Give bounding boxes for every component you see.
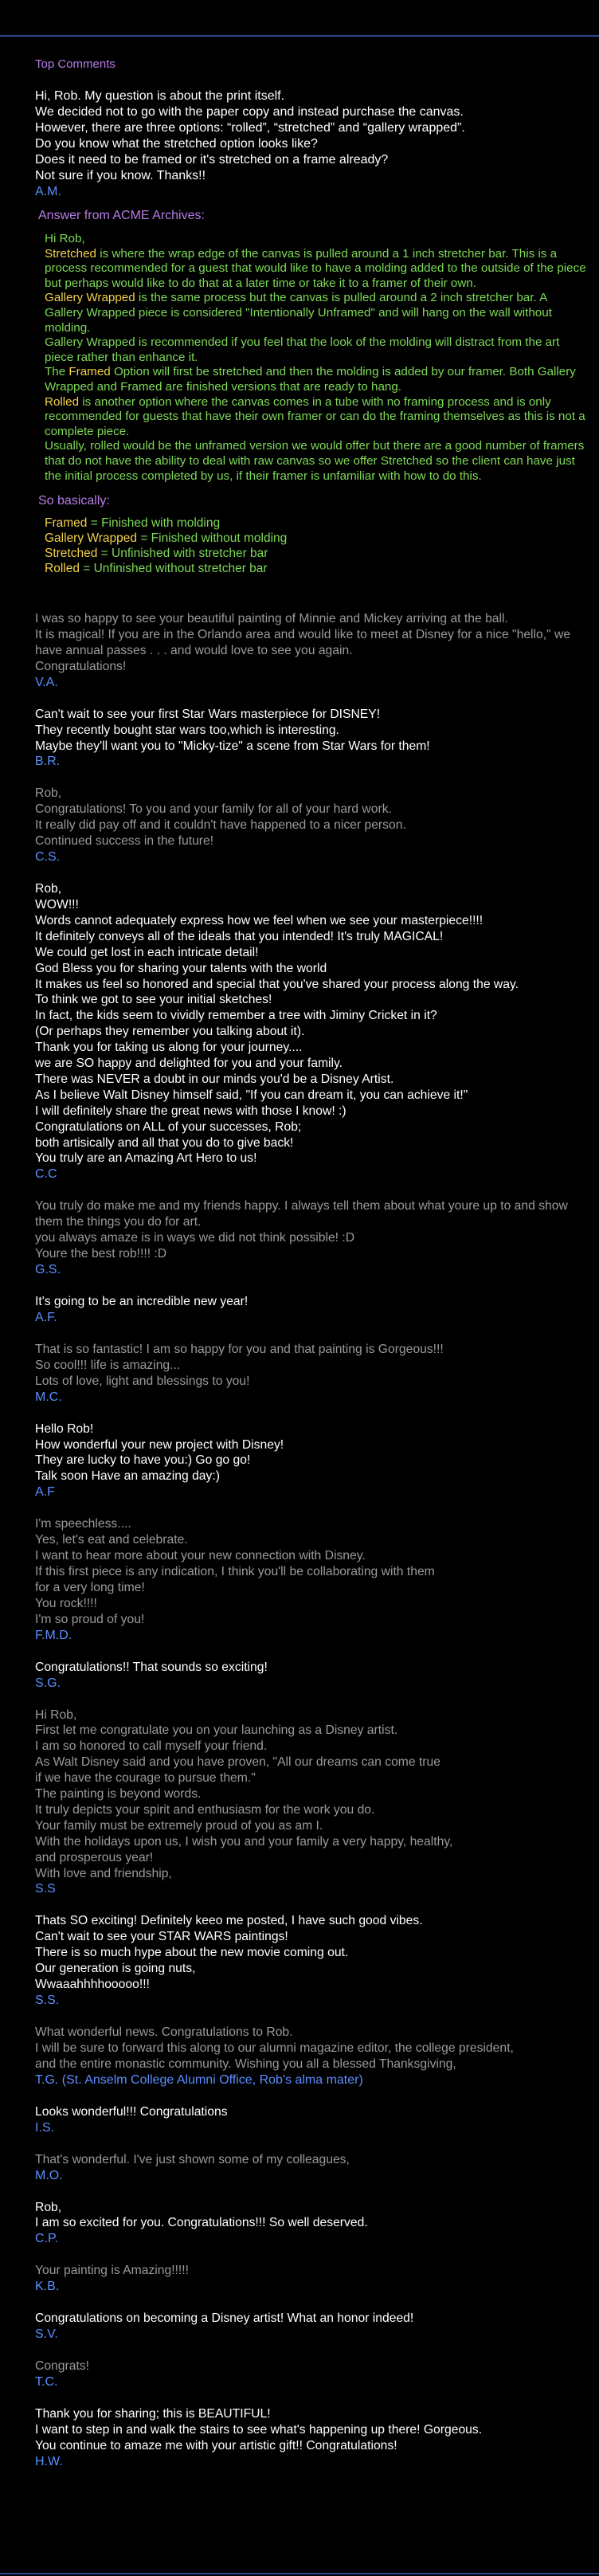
comment-line: To think we got to see your initial sketches! xyxy=(35,993,272,1007)
comment-line: and prosperous year! xyxy=(35,1850,154,1864)
basically-desc: = Finished with molding xyxy=(87,516,221,531)
comment-line: Looks wonderful!!! Congratulations xyxy=(35,2104,228,2119)
comment-line: I'm so proud of you! xyxy=(35,1612,145,1626)
comment-line: Thats SO exciting! Definitely keeo me posted, I have such good vibes. xyxy=(35,1914,423,1928)
comment-line: Continued success in the future! xyxy=(35,834,214,849)
comment-line: There was NEVER a doubt in our minds you'd be a Disney Artist. xyxy=(35,1072,394,1086)
answer-rolled-text: is another option where the canvas comes in a tube with no framing process and is only recommended for guests that have their own framer or can do the framing themselves as this is not a complete piece. xyxy=(45,394,585,438)
basically-desc: = Unfinished with stretcher bar xyxy=(97,547,268,561)
basically-item xyxy=(45,531,585,546)
basically-keyword: Gallery Wrapped xyxy=(45,531,138,546)
comment xyxy=(35,786,585,865)
comment-signature: A.F. xyxy=(35,1310,57,1324)
answer-framed-text: Option will first be stretched and then the molding is added by our framer. Both Gallery Wrapped and Framed are finished versions that are ready to hang. xyxy=(45,365,576,394)
comment-line: Yes, let's eat and celebrate. xyxy=(35,1533,188,1547)
comment-line: That is so fantastic! I am so happy for you and that painting is Gorgeous!!! xyxy=(35,1342,444,1356)
comment-line: Congratulations! To you and your family for all of your hard work. xyxy=(35,802,392,817)
answer-rolled xyxy=(45,395,586,440)
comment-signature: H.W. xyxy=(35,2454,63,2468)
comment-signature: B.R. xyxy=(35,755,61,769)
keyword-framed: Framed xyxy=(69,365,111,379)
answer-greeting: Hi Rob, xyxy=(45,232,85,245)
basically-keyword: Stretched xyxy=(45,547,98,561)
answer-stretched xyxy=(45,247,586,292)
comment-list xyxy=(35,611,585,2486)
comment xyxy=(35,2263,585,2295)
comment-line: for a very long time! xyxy=(35,1580,145,1594)
comment-line: Youre the best rob!!!! :D xyxy=(35,1247,167,1261)
comment-signature: M.C. xyxy=(35,1390,62,1404)
comment-line: They recently bought star wars too,which is interesting. xyxy=(35,723,339,737)
comment-line: It is magical! If you are in the Orlando area and would like to meet at Disney for a nice "hello," we have annual passes . . . and would love to see you again. xyxy=(35,628,571,657)
comment-line: Rob, xyxy=(35,2200,62,2214)
comment xyxy=(35,2025,585,2088)
comment-line: (Or perhaps they remember you talking about it). xyxy=(35,1025,305,1039)
comments-section xyxy=(35,57,585,2486)
comment-line: God Bless you for sharing your talents with the world xyxy=(35,961,327,975)
comment xyxy=(35,1516,585,1643)
comment-line: What wonderful news. Congratulations to Rob. xyxy=(35,2025,293,2039)
comment-line: Congrats! xyxy=(35,2359,90,2374)
comment-line: It's going to be an incredible new year! xyxy=(35,1295,249,1308)
comment-signature: K.B. xyxy=(35,2280,60,2294)
comment-signature: S.V. xyxy=(35,2327,58,2342)
comment-line: It definitely conveys all of the ideals that you intended! It's truly MAGICAL! xyxy=(35,929,444,943)
question-block xyxy=(35,88,585,184)
answer-framed-pre: The xyxy=(45,365,69,379)
basically-keyword: Rolled xyxy=(45,562,80,576)
comment-signature: S.S xyxy=(35,1882,56,1896)
keyword-gallery: Gallery Wrapped xyxy=(45,291,135,305)
comment-signature: C.C xyxy=(35,1167,57,1182)
basically-item xyxy=(45,546,585,561)
keyword-rolled: Rolled xyxy=(45,394,80,409)
question-line: Do you know what the stretched option looks like? xyxy=(35,137,318,151)
comment-line: With love and friendship, xyxy=(35,1866,172,1880)
basically-list xyxy=(45,516,585,576)
bottom-divider xyxy=(0,2573,599,2574)
comment-signature: F.M.D. xyxy=(35,1628,72,1642)
comment-line: I want to hear more about your new connection with Disney. xyxy=(35,1549,366,1563)
basically-keyword: Framed xyxy=(45,516,88,531)
comment-line: Congratulations on becoming a Disney artist! What an honor indeed! xyxy=(35,2311,414,2326)
comment xyxy=(35,2358,585,2390)
comment-signature: M.O. xyxy=(35,2168,63,2182)
comment-line: you always amaze is in ways we did not think possible! :D xyxy=(35,1231,355,1245)
comment xyxy=(35,1708,585,1898)
comment xyxy=(35,2104,585,2136)
basically-desc: = Finished without molding xyxy=(137,531,288,546)
comment-line: Rob, xyxy=(35,882,62,896)
comment-line: I'm speechless.... xyxy=(35,1517,131,1531)
comment xyxy=(35,1913,585,2009)
comment-line: Congratulations!! That sounds so exciting! xyxy=(35,1660,268,1674)
comment-signature: S.S. xyxy=(35,1994,60,2007)
comment-line: As I believe Walt Disney himself said, "If you can dream it, you can achieve it!" xyxy=(35,1088,468,1102)
comment-line: Lots of love, light and blessings to you! xyxy=(35,1374,250,1388)
comment-line: That's wonderful. I've just shown some of my colleagues, xyxy=(35,2152,350,2166)
comment xyxy=(35,707,585,770)
top-divider xyxy=(0,35,599,37)
basically-item xyxy=(45,516,585,531)
keyword-stretched: Stretched xyxy=(45,246,97,261)
comment-line: You continue to amaze me with your artistic gift!! Congratulations! xyxy=(35,2438,397,2452)
comment-line: You truly are an Amazing Art Hero to us! xyxy=(35,1151,257,1166)
answer-gallery xyxy=(45,291,586,335)
answer-stretched-text: is where the wrap edge of the canvas is pulled around a 1 inch stretcher bar. This is a process recommended for a guest that would like to have a molding added to the outside of the piece but perhaps would like to do that at a later time or take it to a framer of their own. xyxy=(45,246,586,290)
basically-item xyxy=(45,561,585,576)
comment-line: First let me congratulate you on your launching as a Disney artist. xyxy=(35,1723,398,1738)
question-signature: A.M. xyxy=(35,185,61,198)
comment-line: Thank you for taking us along for your journey.... xyxy=(35,1041,303,1055)
comment-line: Can't wait to see your first Star Wars masterpiece for DISNEY! xyxy=(35,707,381,721)
comment-line: Your family must be extremely proud of you as am I. xyxy=(35,1818,323,1833)
answer-gallery-text: is the same process but the canvas is pulled around a 2 inch stretcher bar. A Gallery Wrapped piece is considered "Intentionally Unframed" and will hang on the wall without molding. xyxy=(45,291,552,335)
question-line: We decided not to go with the paper copy and instead purchase the canvas. xyxy=(35,105,464,119)
answer-title: Answer from ACME Archives: xyxy=(38,209,205,222)
comment xyxy=(35,1342,585,1406)
question-line: However, there are three options: “rolled”, “stretched” and “gallery wrapped”. xyxy=(35,121,465,135)
comment-line: Talk soon Have an amazing day:) xyxy=(35,1469,220,1484)
comment-line: I am so excited for you. Congratulations!!! So well deserved. xyxy=(35,2216,368,2230)
comment xyxy=(35,2152,585,2184)
comment-line: Words cannot adequately express how we feel when we see your masterpiece!!!! xyxy=(35,913,484,927)
comment-line: In fact, the kids seem to vividly remember a tree with Jiminy Cricket in it? xyxy=(35,1009,437,1023)
comment-line: Hello Rob! xyxy=(35,1421,94,1436)
comment-signature: T.G. (St. Anselm College Alumni Office, Rob's alma mater) xyxy=(35,2072,363,2087)
comment-line: It really did pay off and it couldn't have happened to a nicer person. xyxy=(35,818,406,833)
comment-signature: V.A. xyxy=(35,675,58,689)
comment-line: We could get lost in each intricate detail! xyxy=(35,945,259,959)
comment-line: They are lucky to have you:) Go go go! xyxy=(35,1453,251,1468)
comment-line: Our generation is going nuts, xyxy=(35,1962,196,1976)
answer-gallery-2: Gallery Wrapped is recommended if you feel that the look of the molding will distract from the art piece rather than enhance it. xyxy=(45,335,560,364)
comment xyxy=(35,611,585,691)
comment-signature: G.S. xyxy=(35,1263,61,1276)
comment-line: You rock!!!! xyxy=(35,1596,97,1610)
comment-line: I want to step in and walk the stairs to see what's happening up there! Gorgeous. xyxy=(35,2422,483,2437)
question-line: Does it need to be framed or it's stretched on a frame already? xyxy=(35,153,389,167)
comment-signature: I.S. xyxy=(35,2120,55,2135)
comment-line: Congratulations on ALL of your successes, Rob; xyxy=(35,1119,302,1134)
answer-framed xyxy=(45,365,586,394)
answer-block xyxy=(45,232,586,484)
comment xyxy=(35,1294,585,1326)
basically-desc: = Unfinished without stretcher bar xyxy=(79,562,268,576)
comment-line: If this first piece is any indication, I think you'll be collaborating with them xyxy=(35,1564,435,1578)
comment-line: Wwaaahhhhooooo!!! xyxy=(35,1978,150,1992)
comment-line: I am so honored to call myself your friend. xyxy=(35,1739,268,1754)
comment-line: Thank you for sharing; this is BEAUTIFUL! xyxy=(35,2407,271,2421)
comment-line: You truly do make me and my friends happy. I always tell them about what youre up to and show them the things you do for art. xyxy=(35,1199,568,1229)
comment-line: WOW!!! xyxy=(35,897,79,912)
comment xyxy=(35,1198,585,1278)
comment-signature: S.G. xyxy=(35,1676,61,1690)
answer-usually: Usually, rolled would be the unframed version we would offer but there are a good number of framers that do not have the ability to deal with raw canvas so we offer Stretched so the client can have just the initial process completed by us, if their framer is unfamiliar with how to do this. xyxy=(45,439,585,483)
comment-line: How wonderful your new project with Disney! xyxy=(35,1437,284,1452)
comment-line: There is so much hype about the new movie coming out. xyxy=(35,1946,349,1960)
comment xyxy=(35,2200,585,2248)
comment-line: Rob, xyxy=(35,786,62,801)
comment xyxy=(35,881,585,1182)
comment-line: It truly depicts your spirit and enthusiasm for the work you do. xyxy=(35,1802,375,1817)
comment-signature: C.S. xyxy=(35,850,61,865)
comment xyxy=(35,2406,585,2470)
comment-line: Your painting is Amazing!!!!! xyxy=(35,2264,190,2278)
comment-line: The painting is beyond words. xyxy=(35,1787,202,1802)
comment-line: As Walt Disney said and you have proven, "All our dreams can come true xyxy=(35,1755,440,1770)
comment-line: It makes us feel so honored and special that you've shared your process along the way. xyxy=(35,977,519,991)
comment-signature: C.P. xyxy=(35,2232,59,2246)
question-line: Not sure if you know. Thanks!! xyxy=(35,169,206,182)
comment xyxy=(35,2311,585,2343)
comment xyxy=(35,1660,585,1692)
comment-line: Congratulations! xyxy=(35,659,127,673)
question-line: Hi, Rob. My question is about the print itself. xyxy=(35,89,285,103)
comment-signature: T.C. xyxy=(35,2375,58,2390)
basically-title: So basically: xyxy=(38,494,110,508)
comment-line: I will be sure to forward this along to our alumni magazine editor, the college president, xyxy=(35,2041,514,2055)
comment-line: I was so happy to see your beautiful painting of Minnie and Mickey arriving at the ball. xyxy=(35,612,508,626)
comment-line: With the holidays upon us, I wish you and your family a very happy, healthy, xyxy=(35,1834,453,1849)
comment-line: and the entire monastic community. Wishing you all a blessed Thanksgiving, xyxy=(35,2056,456,2071)
section-title: Top Comments xyxy=(35,57,115,71)
comment-line: we are SO happy and delighted for you and your family. xyxy=(35,1057,343,1071)
comment-line: if we have the courage to pursue them." xyxy=(35,1771,256,1786)
comment-line: Hi Rob, xyxy=(35,1708,77,1722)
comment-line: I will definitely share the great news with those I know! :) xyxy=(35,1104,346,1118)
comment-signature: A.F xyxy=(35,1485,55,1500)
comment-line: So cool!!! life is amazing... xyxy=(35,1358,181,1372)
comment xyxy=(35,1421,585,1501)
comment-line: Can't wait to see your STAR WARS paintings! xyxy=(35,1930,288,1944)
comment-line: Maybe they'll want you to "Micky-tize" a scene from Star Wars for them! xyxy=(35,739,430,753)
comment-line: both artisically and all that you do to give back! xyxy=(35,1135,294,1150)
